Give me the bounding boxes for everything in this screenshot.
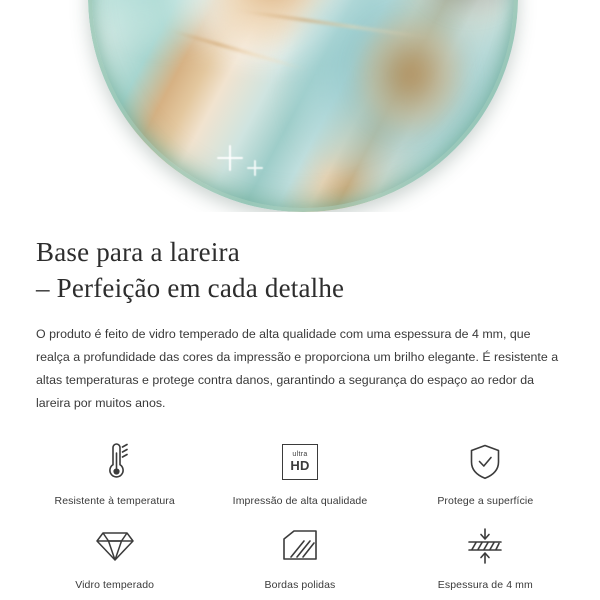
ultra-hd-icon	[282, 439, 318, 485]
feature-label: Bordas polidas	[264, 578, 336, 591]
feature-label: Vidro temperado	[75, 578, 155, 591]
ultra-hd-badge-bottom: HD	[290, 458, 310, 474]
feature-item-polished-edges	[207, 517, 392, 595]
feature-grid	[0, 415, 600, 595]
thickness-arrows-icon	[463, 523, 507, 569]
feature-item-tempered-glass	[22, 517, 207, 595]
headline-line-2: – Perfeição em cada detalhe	[36, 273, 345, 304]
ink-blot-gold-bottom	[355, 14, 467, 134]
feature-label: Espessura de 4 mm	[437, 578, 533, 591]
feature-label: Protege a superfície	[437, 494, 534, 507]
feature-item-surface-protection	[393, 433, 578, 511]
feature-label: Resistente à temperatura	[54, 494, 175, 507]
polished-edges-icon	[280, 523, 320, 569]
feature-item-temperature	[22, 433, 207, 511]
headline-line-1: Base para a lareira	[36, 237, 240, 267]
glass-board-disc	[88, 0, 518, 212]
thermometer-icon	[100, 439, 130, 485]
page-title	[36, 234, 564, 307]
feature-label: Impressão de alta qualidade	[232, 494, 368, 507]
diamond-icon	[95, 523, 135, 569]
shield-check-icon	[467, 439, 503, 485]
description-paragraph: O produto é feito de vidro temperado de alta qualidade com uma espessura de 4 mm, que realça a profundidade das cores da impressão e proporciona um brilho elegante. É resistente a altas temperaturas e protege contra danos, garantindo a segurança do espaço ao redor da lareira por muitos anos.	[36, 326, 559, 410]
ultra-hd-badge-top: ultra	[292, 451, 308, 459]
hero-image	[0, 0, 600, 212]
text-content	[0, 212, 600, 415]
feature-item-print-quality	[207, 433, 392, 511]
feature-item-thickness	[393, 517, 578, 595]
